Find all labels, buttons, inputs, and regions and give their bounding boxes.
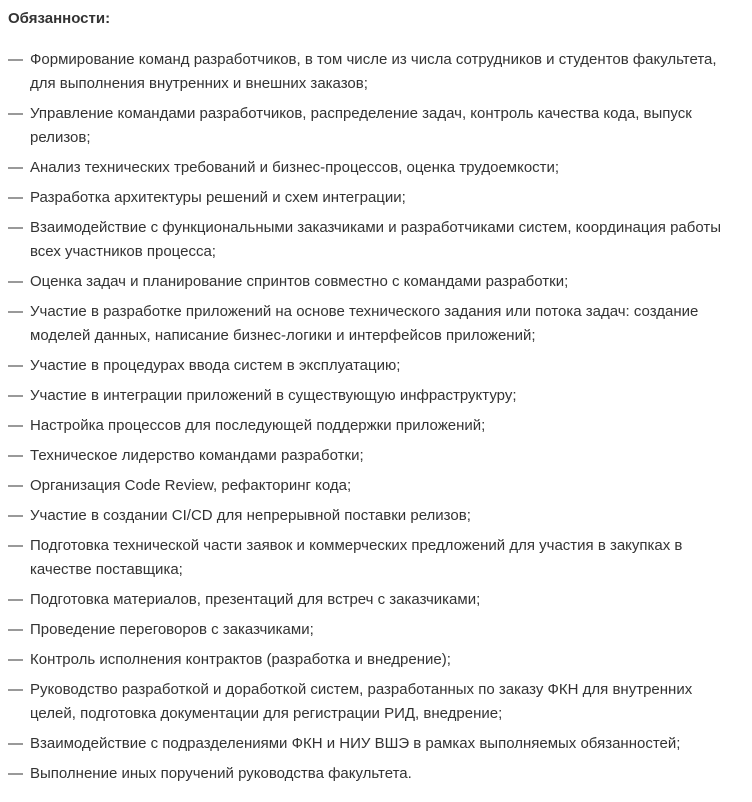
list-item — [8, 534, 742, 582]
list-item-text: Взаимодействие с подразделениями ФКН и НИУ ВШЭ в рамках выполняемых обязанностей; — [30, 735, 681, 752]
list-dash: — — [8, 189, 23, 206]
list-item — [8, 504, 742, 528]
list-item — [8, 444, 742, 468]
list-item — [8, 102, 742, 150]
list-dash: — — [8, 51, 23, 68]
list-dash: — — [8, 303, 23, 320]
list-dash: — — [8, 681, 23, 698]
list-item-text: Разработка архитектуры решений и схем интеграции; — [30, 189, 406, 206]
list-item-text: Участие в разработке приложений на основе технического задания или потока задач: создание моделей данных, написание бизнес-логики и интерфейсов приложений; — [30, 303, 699, 344]
list-item — [8, 270, 742, 294]
list-item-text: Подготовка материалов, презентаций для встреч с заказчиками; — [30, 591, 481, 608]
list-dash: — — [8, 765, 23, 782]
list-item — [8, 354, 742, 378]
list-item-text: Организация Code Review, рефакторинг кода; — [30, 477, 352, 494]
list-dash: — — [8, 651, 23, 668]
section-heading: Обязанности: — [8, 10, 111, 27]
list-item — [8, 156, 742, 180]
duties-list — [8, 48, 742, 786]
list-dash: — — [8, 591, 23, 608]
list-item-text: Проведение переговоров с заказчиками; — [30, 621, 314, 638]
list-item — [8, 732, 742, 756]
list-dash: — — [8, 159, 23, 176]
list-item — [8, 474, 742, 498]
list-dash: — — [8, 477, 23, 494]
list-item-text: Участие в создании CI/CD для непрерывной поставки релизов; — [30, 507, 471, 524]
list-dash: — — [8, 417, 23, 434]
list-item-text: Анализ технических требований и бизнес-процессов, оценка трудоемкости; — [30, 159, 560, 176]
list-item — [8, 300, 742, 348]
list-item — [8, 48, 742, 96]
list-item — [8, 216, 742, 264]
list-dash: — — [8, 447, 23, 464]
list-item-text: Подготовка технической части заявок и коммерческих предложений для участия в закупках в качестве поставщика; — [30, 537, 683, 578]
list-dash: — — [8, 357, 23, 374]
list-dash: — — [8, 735, 23, 752]
list-item-text: Участие в интеграции приложений в существующую инфраструктуру; — [30, 387, 517, 404]
list-item — [8, 678, 742, 726]
list-item — [8, 186, 742, 210]
list-item-text: Формирование команд разработчиков, в том числе из числа сотрудников и студентов факультета, для выполнения внутренних и внешних заказов; — [30, 51, 717, 92]
list-item-text: Настройка процессов для последующей поддержки приложений; — [30, 417, 486, 434]
list-item — [8, 384, 742, 408]
list-dash: — — [8, 621, 23, 638]
list-item-text: Руководство разработкой и доработкой систем, разработанных по заказу ФКН для внутренних целей, подготовка документации для регистрации РИД, внедрение; — [30, 681, 693, 722]
list-dash: — — [8, 273, 23, 290]
list-item-text: Оценка задач и планирование спринтов совместно с командами разработки; — [30, 273, 569, 290]
list-item — [8, 762, 742, 786]
list-dash: — — [8, 507, 23, 524]
list-item-text: Выполнение иных поручений руководства факультета. — [30, 765, 412, 782]
list-item-text: Управление командами разработчиков, распределение задач, контроль качества кода, выпуск релизов; — [30, 105, 692, 146]
list-dash: — — [8, 387, 23, 404]
list-item-text: Участие в процедурах ввода систем в эксплуатацию; — [30, 357, 401, 374]
list-dash: — — [8, 105, 23, 122]
list-item-text: Техническое лидерство командами разработки; — [30, 447, 364, 464]
list-item — [8, 588, 742, 612]
list-item — [8, 648, 742, 672]
list-item-text: Взаимодействие с функциональными заказчиками и разработчиками систем, координация работы всех участников процесса; — [30, 219, 722, 260]
list-item — [8, 618, 742, 642]
list-dash: — — [8, 219, 23, 236]
list-dash: — — [8, 537, 23, 554]
list-item — [8, 414, 742, 438]
list-item-text: Контроль исполнения контрактов (разработка и внедрение); — [30, 651, 451, 668]
